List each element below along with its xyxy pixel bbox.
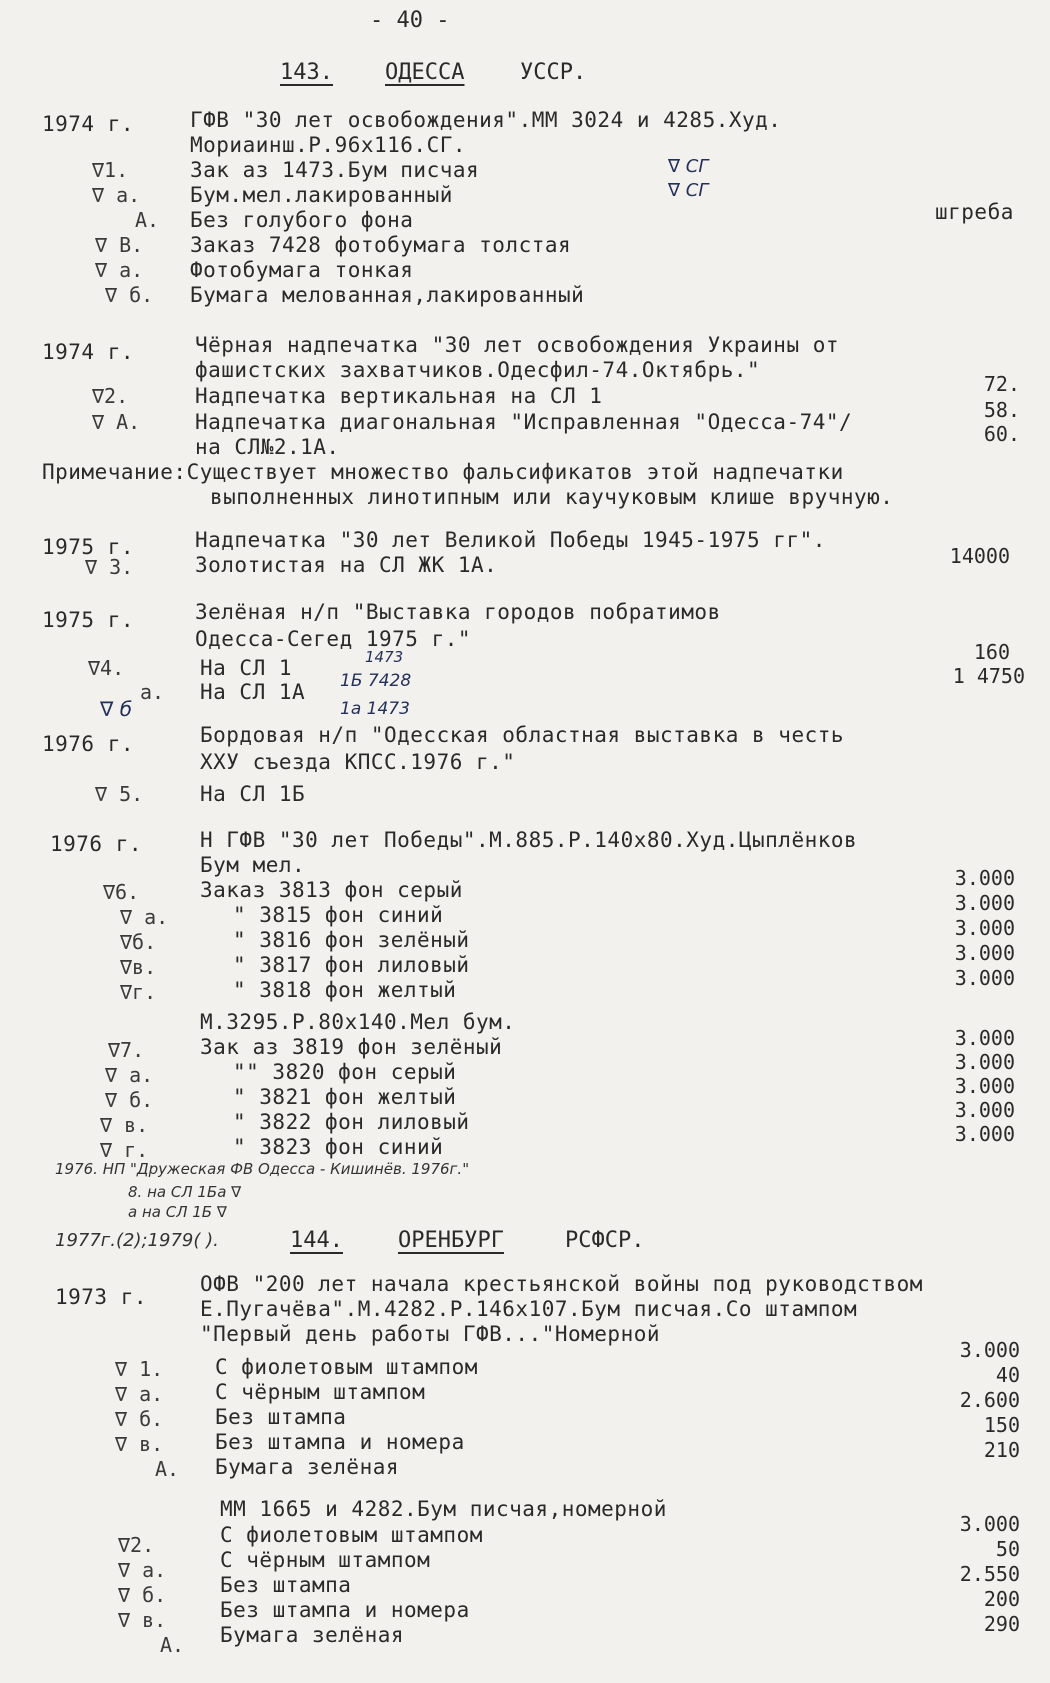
- entry-title-line: Бордовая н/п "Одесская областная выставка в честь: [200, 723, 845, 747]
- item-mark: ∇7.: [108, 1038, 145, 1062]
- item-value: 200: [983, 1587, 1020, 1611]
- item-text: Зак аз 3819 фон зелёный: [200, 1035, 503, 1059]
- item-text: Золотистая на СЛ ЖК 1А.: [195, 553, 498, 577]
- item-text: Без голубого фона: [190, 208, 414, 232]
- item-mark: ∇ В.: [95, 233, 144, 257]
- item-value: 290: [983, 1612, 1020, 1636]
- item-value: 3.000: [954, 916, 1015, 940]
- item-mark: ∇ 5.: [95, 782, 144, 806]
- item-mark: ∇ а.: [92, 183, 141, 207]
- item-value: 3.000: [954, 941, 1015, 965]
- item-value: 3.000: [959, 1512, 1020, 1536]
- item-mark: ∇6.: [103, 880, 140, 904]
- item-mark: ∇ 3.: [85, 555, 134, 579]
- handwritten-note: 1976. НП "Дружеская ФВ Одесса - Кишинёв. 1976г.": [55, 1160, 470, 1178]
- item-value: 60.: [983, 422, 1020, 446]
- entry-title-line: Зелёная н/п "Выставка городов побратимов: [195, 600, 721, 624]
- item-text: " 3822 фон лиловый: [233, 1110, 470, 1134]
- item-text: Бум.мел.лакированный: [190, 183, 453, 207]
- entry-title-line: Бум мел.: [200, 853, 306, 877]
- section-144-region: РСФСР.: [565, 1228, 645, 1253]
- item-text: На СЛ 1: [200, 656, 293, 680]
- entry-title-line: Н ГФВ "30 лет Победы".М.885.Р.140х80.Худ.Цыплёнков: [200, 828, 858, 852]
- entry-year: 1973 г.: [55, 1285, 148, 1309]
- entry-title-line: ММ 1665 и 4282.Бум писчая,номерной: [220, 1497, 667, 1521]
- item-mark: ∇ а.: [105, 1063, 154, 1087]
- entry-year: 1974 г.: [42, 112, 135, 136]
- entry-title-line: Чёрная надпечатка "30 лет освобождения Украины от: [195, 333, 840, 357]
- item-mark: ∇ г.: [100, 1138, 149, 1162]
- entry-year: 1976 г.: [42, 732, 135, 756]
- item-mark: ∇ а.: [120, 905, 169, 929]
- item-text: Фотобумага тонкая: [190, 258, 414, 282]
- item-mark: ∇ б.: [118, 1583, 167, 1607]
- entry-title-line: Мориаинш.Р.96х116.СГ.: [190, 133, 467, 157]
- item-value: 150: [983, 1413, 1020, 1437]
- item-value: 210: [983, 1438, 1020, 1462]
- item-text: На СЛ 1А: [200, 680, 306, 704]
- item-value: 3.000: [954, 1050, 1015, 1074]
- section-144-city: ОРЕНБУРГ: [398, 1228, 504, 1253]
- item-text: " 3821 фон желтый: [233, 1085, 457, 1109]
- handwritten-note: а на СЛ 1Б ∇: [128, 1203, 227, 1221]
- item-text: Заказ 3813 фон серый: [200, 878, 463, 902]
- handwritten-mark: ∇ СГ: [668, 180, 709, 201]
- item-value: 3.000: [954, 891, 1015, 915]
- item-text: на СЛ№2.1А.: [195, 435, 340, 459]
- entry-title-line: Надпечатка "30 лет Великой Победы 1945-1975 гг".: [195, 528, 826, 552]
- item-value: 3.000: [954, 1026, 1015, 1050]
- item-mark: ∇2.: [92, 384, 129, 408]
- item-text: " 3823 фон синий: [233, 1135, 444, 1159]
- handwritten-note: 1а 1473: [340, 699, 410, 719]
- item-mark: ∇ а.: [115, 1382, 164, 1406]
- item-mark: ∇г.: [120, 980, 157, 1004]
- handwritten-note: 8. на СЛ 1Ба ∇: [128, 1183, 242, 1201]
- item-value: 58.: [983, 398, 1020, 422]
- item-mark: ∇ в.: [115, 1432, 164, 1456]
- entry-title-line: М.3295.Р.80х140.Мел бум.: [200, 1010, 516, 1034]
- entry-title-line: XXУ съезда КПСС.1976 г.": [200, 750, 516, 774]
- entry-title-line: "Первый день работы ГФВ..."Номерной: [200, 1322, 661, 1346]
- note-line: выполненных линотипным или каучуковым клише вручную.: [210, 485, 894, 509]
- item-mark: ∇2.: [118, 1533, 155, 1557]
- entry-title-line: фашистских захватчиков.Одесфил-74.Октябрь.": [195, 358, 761, 382]
- item-value: 3.000: [954, 1074, 1015, 1098]
- item-mark: а.: [140, 680, 165, 704]
- item-mark: ∇ а.: [95, 258, 144, 282]
- item-mark: ∇ б.: [105, 283, 154, 307]
- item-mark: ∇ А.: [92, 410, 141, 434]
- handwritten-mark: ∇ СГ: [668, 156, 709, 177]
- item-text: Надпечатка вертикальная на СЛ 1: [195, 384, 603, 408]
- handwritten-note: 1Б 7428: [340, 671, 412, 691]
- handwritten-note: 1473: [365, 648, 404, 666]
- entry-year: 1975 г.: [42, 535, 135, 559]
- item-mark: ∇ 1.: [115, 1357, 164, 1381]
- item-text: Надпечатка диагональная "Исправленная "Одесса-74"/: [195, 410, 853, 434]
- item-text: Без штампа: [215, 1405, 347, 1429]
- item-mark: ∇ в.: [100, 1113, 149, 1137]
- entry-title-line: Одесса-Сегед 1975 г.": [195, 627, 472, 651]
- section-143-city: ОДЕССА: [385, 60, 465, 85]
- item-mark: ∇ в.: [118, 1608, 167, 1632]
- item-value: 72.: [983, 372, 1020, 396]
- section-143-region: УССР.: [520, 60, 587, 85]
- item-text: Бумага зелёная: [220, 1623, 405, 1647]
- entry-title-line: ОФВ "200 лет начала крестьянской войны под руководством: [200, 1272, 923, 1296]
- section-144-number: 144.: [290, 1228, 343, 1253]
- item-mark: ∇4.: [88, 656, 125, 680]
- item-mark: ∇ б.: [105, 1088, 154, 1112]
- section-143-number: 143.: [280, 60, 333, 85]
- entry-title-line: ГФВ "30 лет освобождения".ММ 3024 и 4285.Худ.: [190, 108, 782, 132]
- item-text: Без штампа и номера: [220, 1598, 470, 1622]
- item-value: 3.000: [954, 866, 1015, 890]
- item-value: 1 4750: [952, 664, 1025, 688]
- item-value: 3.000: [954, 966, 1015, 990]
- item-value: 40: [995, 1363, 1020, 1387]
- item-value: 3.000: [954, 1098, 1015, 1122]
- item-text: С чёрным штампом: [215, 1380, 426, 1404]
- entry-year: 1975 г.: [42, 608, 135, 632]
- item-text: " 3817 фон лиловый: [233, 953, 470, 977]
- item-mark: ∇ а.: [118, 1558, 167, 1582]
- item-value: 3.000: [959, 1338, 1020, 1362]
- item-text: С фиолетовым штампом: [215, 1355, 478, 1379]
- page-number: - 40 -: [370, 8, 450, 33]
- handwritten-note: 1977г.(2);1979( ).: [55, 1230, 219, 1251]
- item-text: " 3815 фон синий: [233, 903, 444, 927]
- item-text: С чёрным штампом: [220, 1548, 431, 1572]
- item-text: Без штампа: [220, 1573, 352, 1597]
- item-value: 160: [973, 640, 1010, 664]
- handwritten-mark: ∇ б: [100, 697, 133, 721]
- item-text: Бумага зелёная: [215, 1455, 400, 1479]
- item-value: 2.600: [959, 1388, 1020, 1412]
- item-value: 3.000: [954, 1122, 1015, 1146]
- item-text: Без штампа и номера: [215, 1430, 465, 1454]
- entry-year: 1974 г.: [42, 340, 135, 364]
- item-value: 50: [995, 1537, 1020, 1561]
- item-text: " 3818 фон желтый: [233, 978, 457, 1002]
- item-mark: ∇в.: [120, 955, 157, 979]
- item-mark: ∇ б.: [115, 1407, 164, 1431]
- right-note: шгреба: [935, 200, 1014, 224]
- item-text: Зак аз 1473.Бум писчая: [190, 158, 480, 182]
- item-text: Заказ 7428 фотобумага толстая: [190, 233, 572, 257]
- item-text: "" 3820 фон серый: [233, 1060, 457, 1084]
- item-mark: ∇б.: [120, 930, 157, 954]
- item-mark: А.: [135, 208, 160, 232]
- item-value: 2.550: [959, 1562, 1020, 1586]
- entry-title-line: Е.Пугачёва".М.4282.Р.146х107.Бум писчая.Со штампом: [200, 1297, 858, 1321]
- item-text: " 3816 фон зелёный: [233, 928, 470, 952]
- item-mark: А.: [160, 1633, 185, 1657]
- note-line: Примечание:Существует множество фальсификатов этой надпечатки: [42, 460, 844, 484]
- item-text: Бумага мелованная,лакированный: [190, 283, 585, 307]
- item-value: 14000: [949, 544, 1010, 568]
- entry-year: 1976 г.: [50, 832, 143, 856]
- item-text: С фиолетовым штампом: [220, 1523, 483, 1547]
- item-mark: А.: [155, 1457, 180, 1481]
- item-text: На СЛ 1Б: [200, 782, 306, 806]
- item-mark: ∇1.: [92, 158, 129, 182]
